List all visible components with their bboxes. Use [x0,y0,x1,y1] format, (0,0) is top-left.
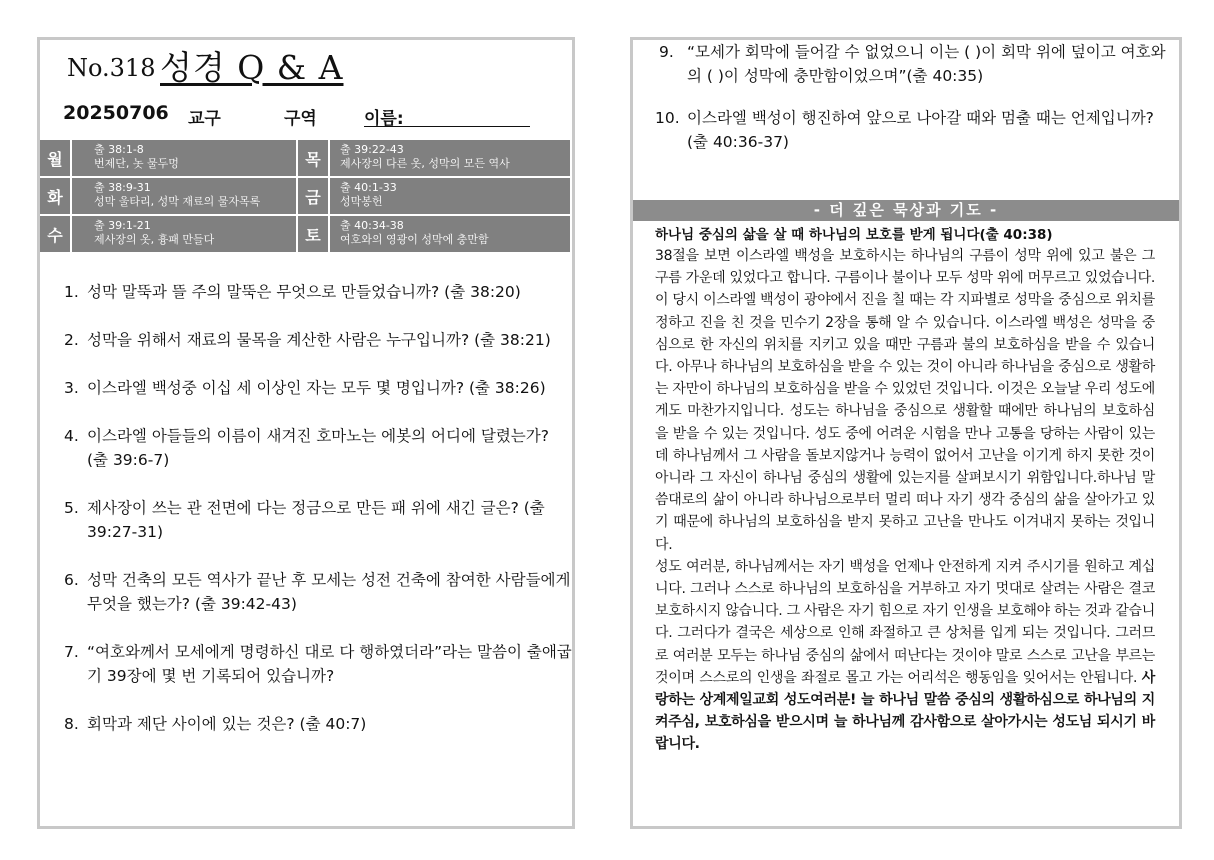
reading-schedule [40,140,572,254]
reading-ref: 출 39:1-21 [94,219,151,232]
meditation-title: 하나님 중심의 삶을 살 때 하나님의 보호를 받게 됩니다(출 40:38) [655,227,1053,243]
name-underline [364,126,530,127]
day-label: 금 [298,178,328,214]
reading-cell [72,178,296,214]
schedule-row [40,140,572,176]
question-item [64,640,572,688]
question-text: 이스라엘 백성이 행진하여 앞으로 나아갈 때와 멈출 때는 언제입니까? (출 40:36-37) [687,109,1154,151]
reading-ref: 출 39:22-43 [340,143,404,156]
reading-ref: 출 40:34-38 [340,219,404,232]
day-label: 화 [40,178,70,214]
question-item [64,568,572,616]
question-number: 1. [64,283,79,301]
question-text: 제사장이 쓰는 관 전면에 다는 정금으로 만든 패 위에 새긴 글은? (출 39:27-31) [87,499,545,541]
issue-date: 20250706 [63,102,169,124]
left-panel [37,37,575,829]
question-item [64,280,572,304]
reading-desc: 번제단, 놋 물두멍 [94,157,179,170]
question-item [64,328,572,352]
question-item [64,424,572,472]
district-label: 구역 [284,109,317,129]
question-item [64,496,572,544]
day-label: 수 [40,216,70,252]
church-label: 교구 [188,109,221,129]
closing-prayer: 사랑하는 상계제일교회 성도여러분! 늘 하나님 말씀 중심의 생활하심으로 하나님의 지켜주심, 보호하심을 받으시며 늘 하나님께 감사함으로 살아가시는 성도님 되시기 바랍니다. [655,669,1155,753]
question-number: 5. [64,499,79,517]
reading-ref: 출 38:1-8 [94,143,144,156]
meditation-body [655,245,1155,756]
reading-cell [72,140,296,176]
question-text: 성막 말뚝과 뜰 주의 말뚝은 무엇으로 만들었습니까? (출 38:20) [87,283,521,301]
question-number: 7. [64,643,79,661]
meditation-heading: - 더 깊은 묵상과 기도 - [633,200,1179,221]
reading-cell [330,178,570,214]
question-item [64,712,572,736]
question-number: 8. [64,715,79,733]
name-label: 이름: [364,109,404,129]
reading-desc: 제사장의 옷, 흉패 만들다 [94,233,215,246]
issue-number: No.318 [67,54,156,82]
reading-desc: 성막봉헌 [340,195,383,208]
question-list [64,280,572,760]
question-text: 이스라엘 백성중 이십 세 이상인 자는 모두 몇 명입니까? (출 38:26) [87,379,546,397]
meditation-paragraph-text: 성도 여러분, 하나님께서는 자기 백성을 언제나 안전하게 지켜 주시기를 원하고 계십니다. 그러나 스스로 하나님의 보호하심을 거부하고 자기 멋대로 살려는 사람은 결코 보호하시지 않습니다. 그 사람은 자기 힘으로 자기 인생을 보호해야 하는 것과 같습니다. 그러다가 결국은 세상으로 인해 좌절하고 큰 상처를 입게 되는 것입니다. 그러므로 여러분 모두는 하나님 중심의 삶에서 떠난다는 것이야 말로 스스로 고난을 부르는 것이며 스스로의 인생을 좌절로 몰고 가는 어리석은 행동임을 잊어서는 안됩니다. [655,558,1155,686]
question-text: 이스라엘 아들들의 이름이 새겨진 호마노는 에봇의 어디에 달렸는가? (출 39:6-7) [87,427,549,469]
day-label: 목 [298,140,328,176]
question-item [659,40,1175,88]
question-text: 성막 건축의 모든 역사가 끝난 후 모세는 성전 건축에 참여한 사람들에게 무엇을 했는가? (출 39:42-43) [87,571,571,613]
reading-ref: 출 40:1-33 [340,181,397,194]
question-number: 3. [64,379,79,397]
reading-cell [72,216,296,252]
question-item [655,106,1175,154]
schedule-row [40,178,572,214]
page-title: 성경 Q & A [160,48,344,87]
question-number: 10. [655,109,680,127]
reading-desc: 제사장의 다른 옷, 성막의 모든 역사 [340,157,510,170]
question-number: 6. [64,571,79,589]
right-panel [630,37,1182,829]
schedule-row [40,216,572,252]
reading-desc: 여호와의 영광이 성막에 충만함 [340,233,489,246]
reading-desc: 성막 울타리, 성막 재료의 물자목록 [94,195,261,208]
meditation-paragraph: 38절을 보면 이스라엘 백성을 보호하시는 하나님의 구름이 성막 위에 있고 불은 그 구름 가운데 있었다고 합니다. 구름이나 불이나 모두 성막 위에 머무르고 있었습니다. 이 당시 이스라엘 백성이 광야에서 진을 칠 때는 각 지파별로 성막을 중심으로 위치를 정하고 진을 친 것을 민수기 2장을 통해 알 수 있습니다. 이스라엘 백성은 성막을 중심으로 한 자신의 위치를 지키고 있을 때만 구름과 불의 보호하심을 받을 수 있습니다. 아무나 하나님의 보호하심을 받을 수 있는 것이 아니라 하나님을 중심으로 생활하는 자만이 하나님의 보호하심을 받을 수 있었던 것입니다. 이것은 오늘날 우리 성도에게도 마찬가지입니다. 성도는 하나님을 중심으로 생활할 때에만 하나님의 보호하심을 받을 수 있는 것입니다. 성도 중에 어려운 시험을 만나 고통을 당하는 사람이 있는데 하나님께서 그 사람을 돌보지않거나 능력이 없어서 고난을 이기게 하지 못한 것이 아니라 그 자신이 하나님 중심의 생활에 있는지를 살펴보시기 위함입니다.하나님 말씀대로의 삶이 아니라 하나님으로부터 멀리 떠나 자기 생각 중심의 삶을 살아가고 있기 때문에 하나님의 보호하심을 받지 못하고 고난을 만나도 이겨내지 못하는 것입니다. [655,248,1155,553]
reading-cell [330,140,570,176]
question-text: “여호와께서 모세에게 명령하신 대로 다 행하였더라”라는 말씀이 출애굽기 39장에 몇 번 기록되어 있습니까? [87,643,572,685]
question-item [64,376,572,400]
question-text: 회막과 제단 사이에 있는 것은? (출 40:7) [87,715,367,733]
question-number: 2. [64,331,79,349]
day-label: 월 [40,140,70,176]
day-label: 토 [298,216,328,252]
question-text: “모세가 회막에 들어갈 수 없었으니 이는 ( )이 회막 위에 덮이고 여호와의 ( )이 성막에 충만함이었으며”(출 40:35) [687,43,1166,85]
reading-cell [330,216,570,252]
meditation-paragraph [655,556,1155,756]
question-number: 4. [64,427,79,445]
question-number: 9. [659,43,674,61]
question-text: 성막을 위해서 재료의 물목을 계산한 사람은 누구입니까? (출 38:21) [87,331,551,349]
reading-ref: 출 38:9-31 [94,181,151,194]
